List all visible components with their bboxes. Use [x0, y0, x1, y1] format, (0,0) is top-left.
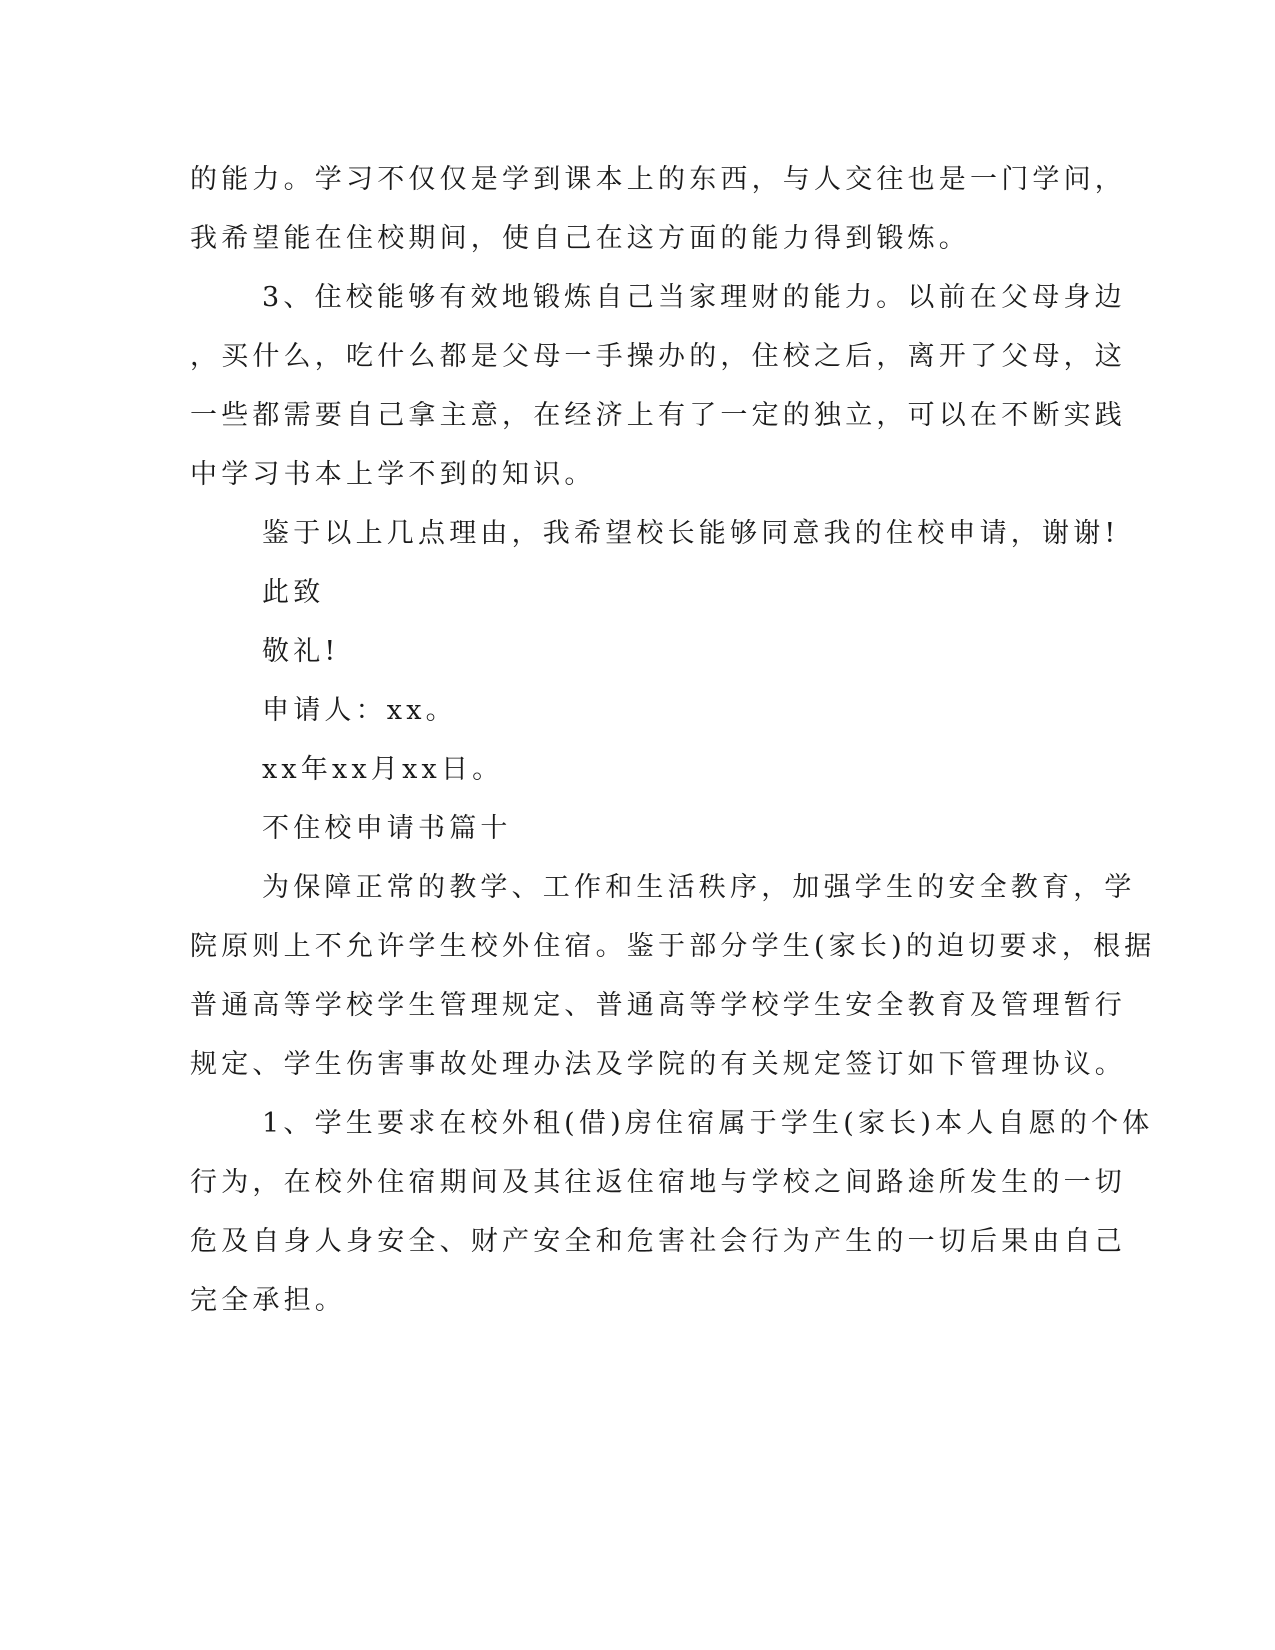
paragraph-line: 规定、学生伤害事故处理办法及学院的有关规定签订如下管理协议。: [190, 1049, 1126, 1080]
paragraph-line: 3、住校能够有效地锻炼自己当家理财的能力。以前在父母身边: [262, 282, 1126, 313]
paragraph-line: 完全承担。: [190, 1285, 346, 1316]
paragraph-line: 一些都需要自己拿主意，在经济上有了一定的独立，可以在不断实践: [190, 400, 1126, 431]
paragraph-line: 鉴于以上几点理由，我希望校长能够同意我的住校申请，谢谢!: [262, 518, 1120, 549]
date-line: xx年xx月xx日。: [262, 754, 504, 785]
closing-regards: 敬礼!: [262, 636, 340, 667]
closing-salutation: 此致: [262, 577, 325, 608]
paragraph-line: 中学习书本上学不到的知识。: [190, 459, 596, 490]
paragraph-line: 为保障正常的教学、工作和生活秩序，加强学生的安全教育，学: [262, 872, 1136, 903]
paragraph-line: 我希望能在住校期间，使自己在这方面的能力得到锻炼。: [190, 223, 970, 254]
paragraph-line: 危及自身人身安全、财产安全和危害社会行为产生的一切后果由自己: [190, 1226, 1126, 1257]
paragraph-line: 的能力。学习不仅仅是学到课本上的东西，与人交往也是一门学问，: [190, 164, 1126, 195]
paragraph-line: 院原则上不允许学生校外住宿。鉴于部分学生(家长)的迫切要求，根据: [190, 931, 1156, 962]
section-heading: 不住校申请书篇十: [262, 813, 512, 844]
paragraph-line: ，买什么，吃什么都是父母一手操办的，住校之后，离开了父母，这: [190, 341, 1126, 372]
paragraph-line: 1、学生要求在校外租(借)房住宿属于学生(家长)本人自愿的个体: [262, 1108, 1154, 1139]
applicant-signature: 申请人：xx。: [262, 695, 457, 726]
paragraph-line: 行为，在校外住宿期间及其往返住宿地与学校之间路途所发生的一切: [190, 1167, 1126, 1198]
paragraph-line: 普通高等学校学生管理规定、普通高等学校学生安全教育及管理暂行: [190, 990, 1126, 1021]
